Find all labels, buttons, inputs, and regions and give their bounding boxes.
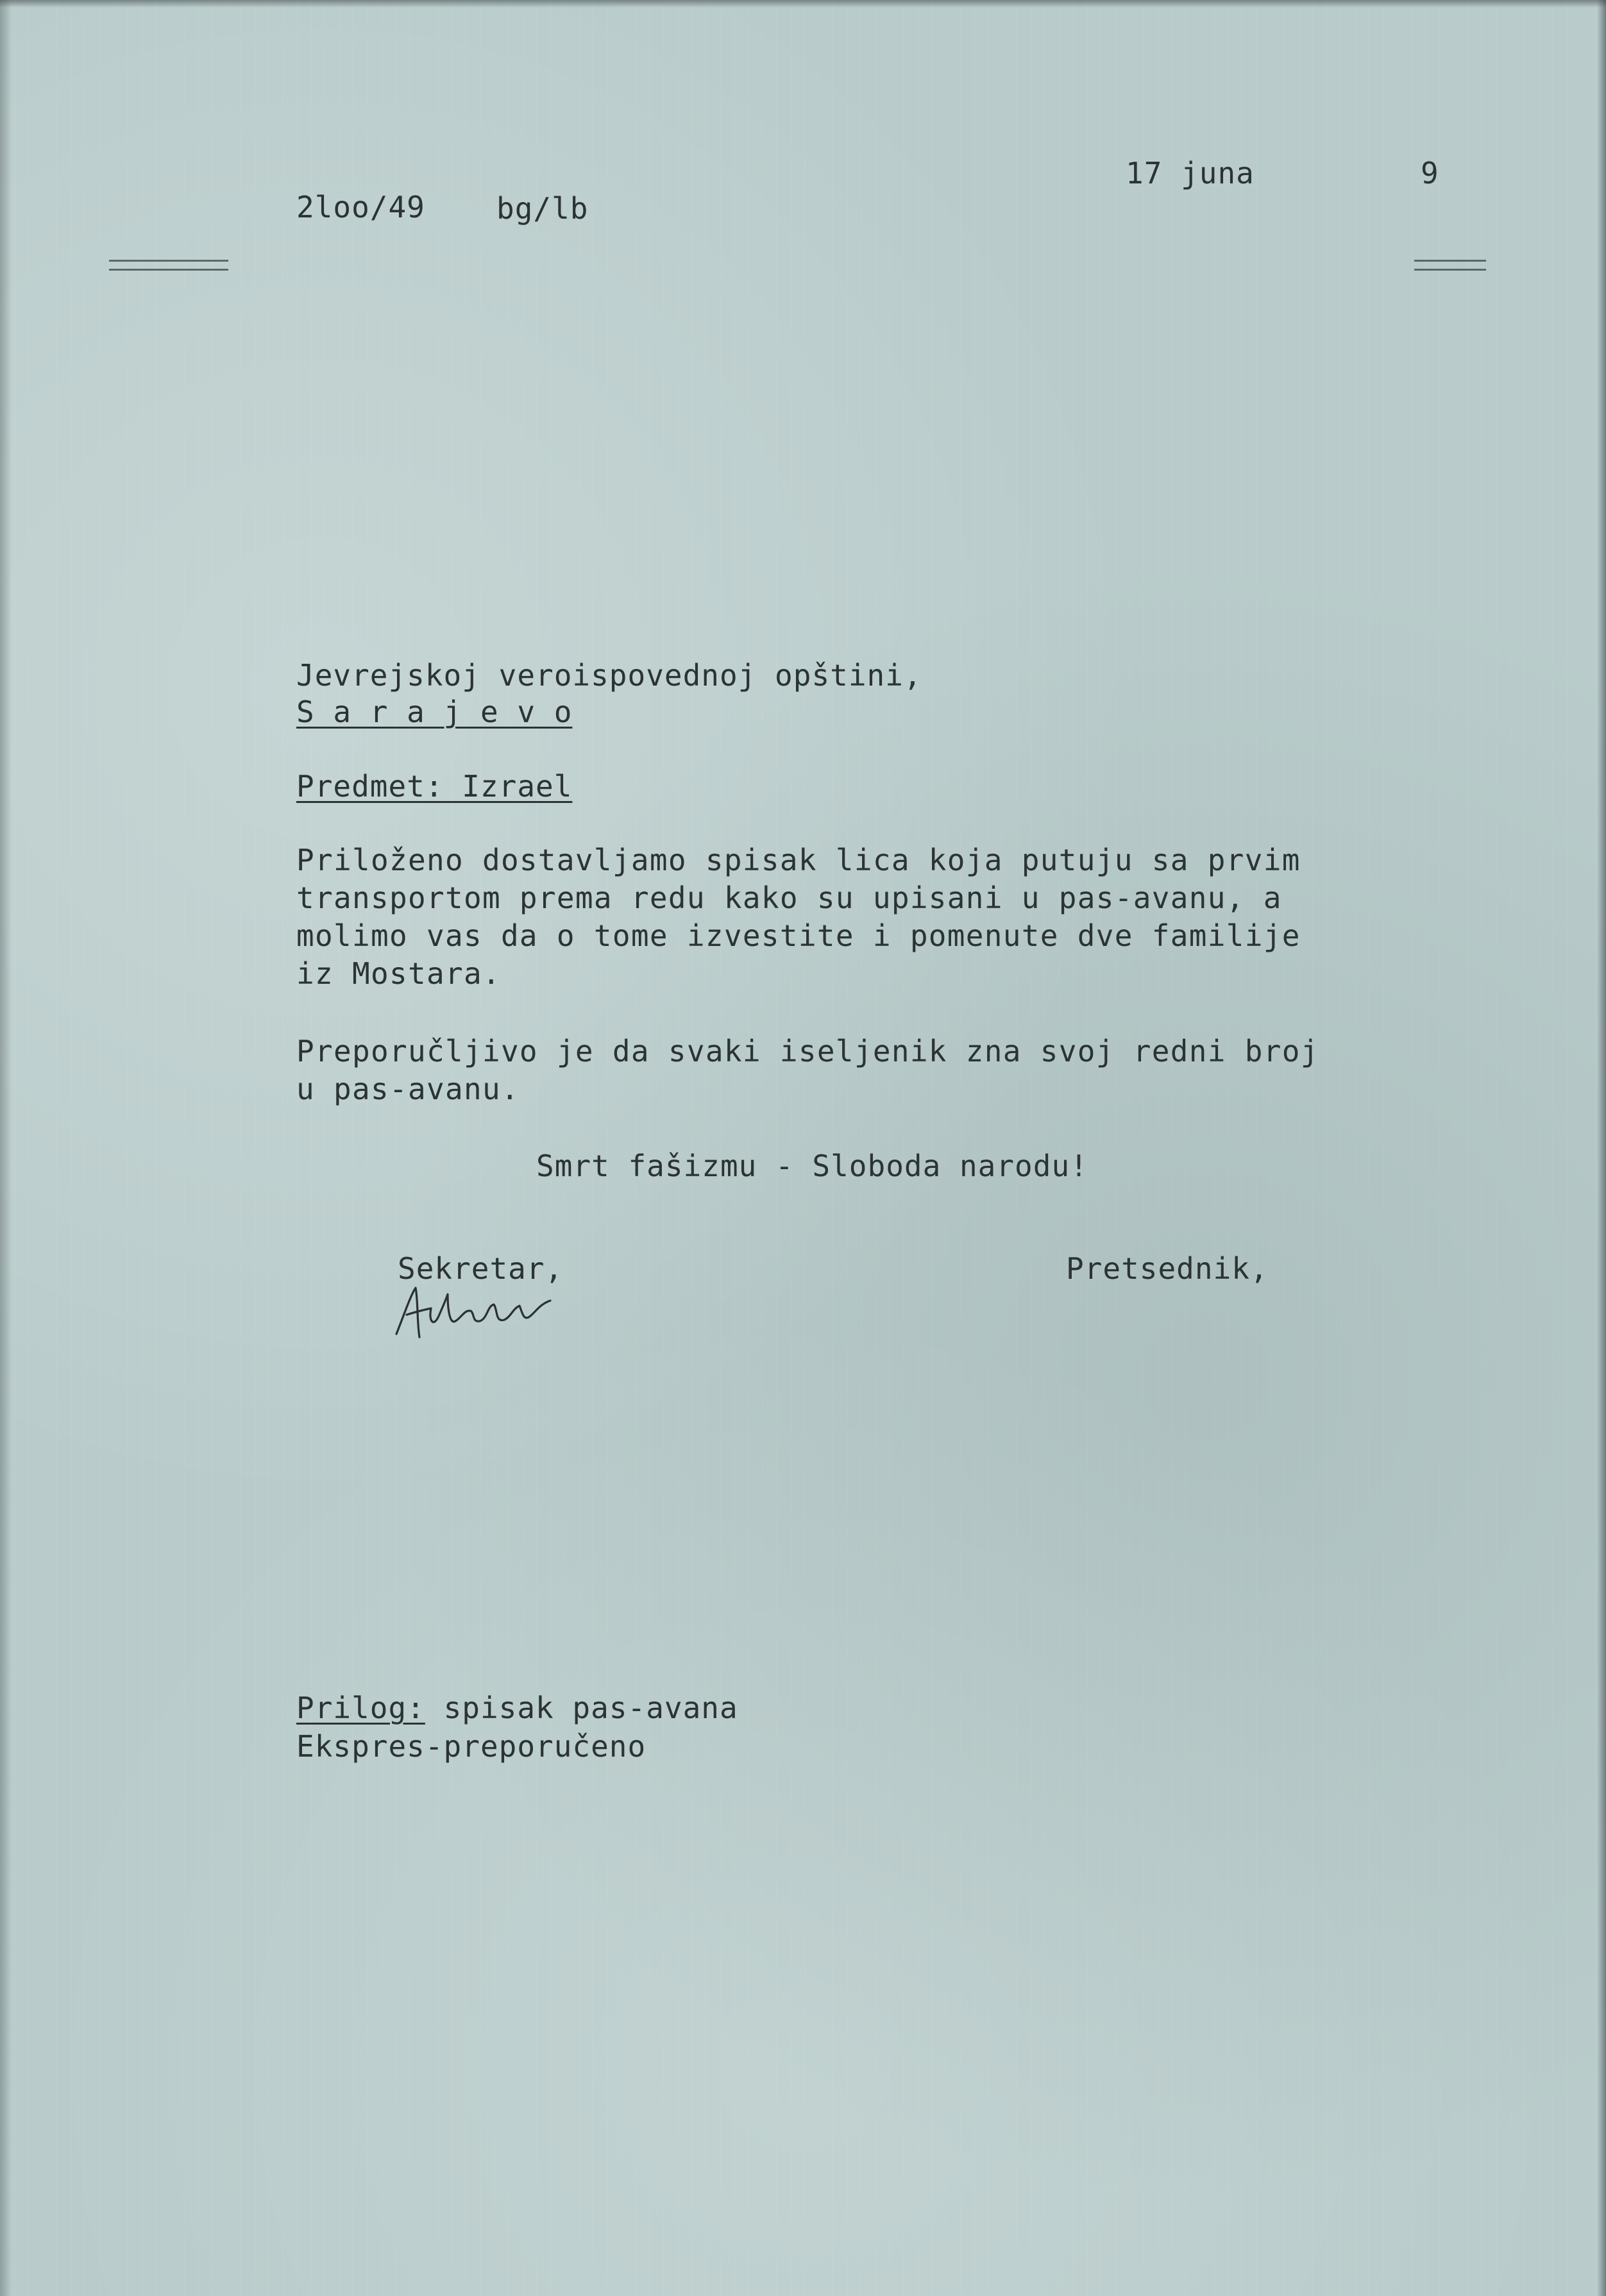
secretary-title: Sekretar, xyxy=(398,1251,564,1286)
delivery-method: Ekspres-preporučeno xyxy=(296,1729,647,1764)
enclosure-text: spisak pas-avana xyxy=(425,1691,738,1725)
closing-slogan: Smrt fašizmu - Sloboda narodu! xyxy=(536,1149,1088,1183)
paragraph1-line-3: molimo vas da o tome izvestite i pomenute dve familije xyxy=(296,918,1301,953)
paragraph1-line-4: iz Mostara. xyxy=(296,956,501,991)
paragraph1-line-1: Priloženo dostavljamo spisak lica koja putuju sa prvim xyxy=(296,843,1301,877)
enclosure-line xyxy=(296,1693,738,1723)
reference-number: 2loo/49 xyxy=(296,190,425,224)
letter-year-digit: 9 xyxy=(1421,156,1439,190)
letter-date: 17 juna xyxy=(1126,156,1255,190)
header-rule-right xyxy=(1414,260,1486,271)
subject-line: Predmet: Izrael xyxy=(296,769,573,804)
secretary-signature xyxy=(391,1276,558,1347)
paper-edge-top xyxy=(0,0,1606,8)
enclosure-label: Prilog: xyxy=(296,1691,425,1725)
header-rule-left xyxy=(109,260,228,271)
paragraph1-line-2: transportom prema redu kako su upisani u pas-avanu, a xyxy=(296,881,1282,915)
paper-edge-right xyxy=(1597,0,1606,2296)
president-title: Pretsednik, xyxy=(1066,1251,1269,1286)
reference-initials: bg/lb xyxy=(496,191,589,226)
recipient-name: Jevrejskoj veroispovednoj opštini, xyxy=(296,658,922,693)
recipient-city: S a r a j e v o xyxy=(296,695,573,729)
paragraph2-line-2: u pas-avanu. xyxy=(296,1072,520,1106)
paragraph2-line-1: Preporučljivo je da svaki iseljenik zna svoj redni broj xyxy=(296,1034,1319,1068)
paper-edge-left xyxy=(0,0,12,2296)
